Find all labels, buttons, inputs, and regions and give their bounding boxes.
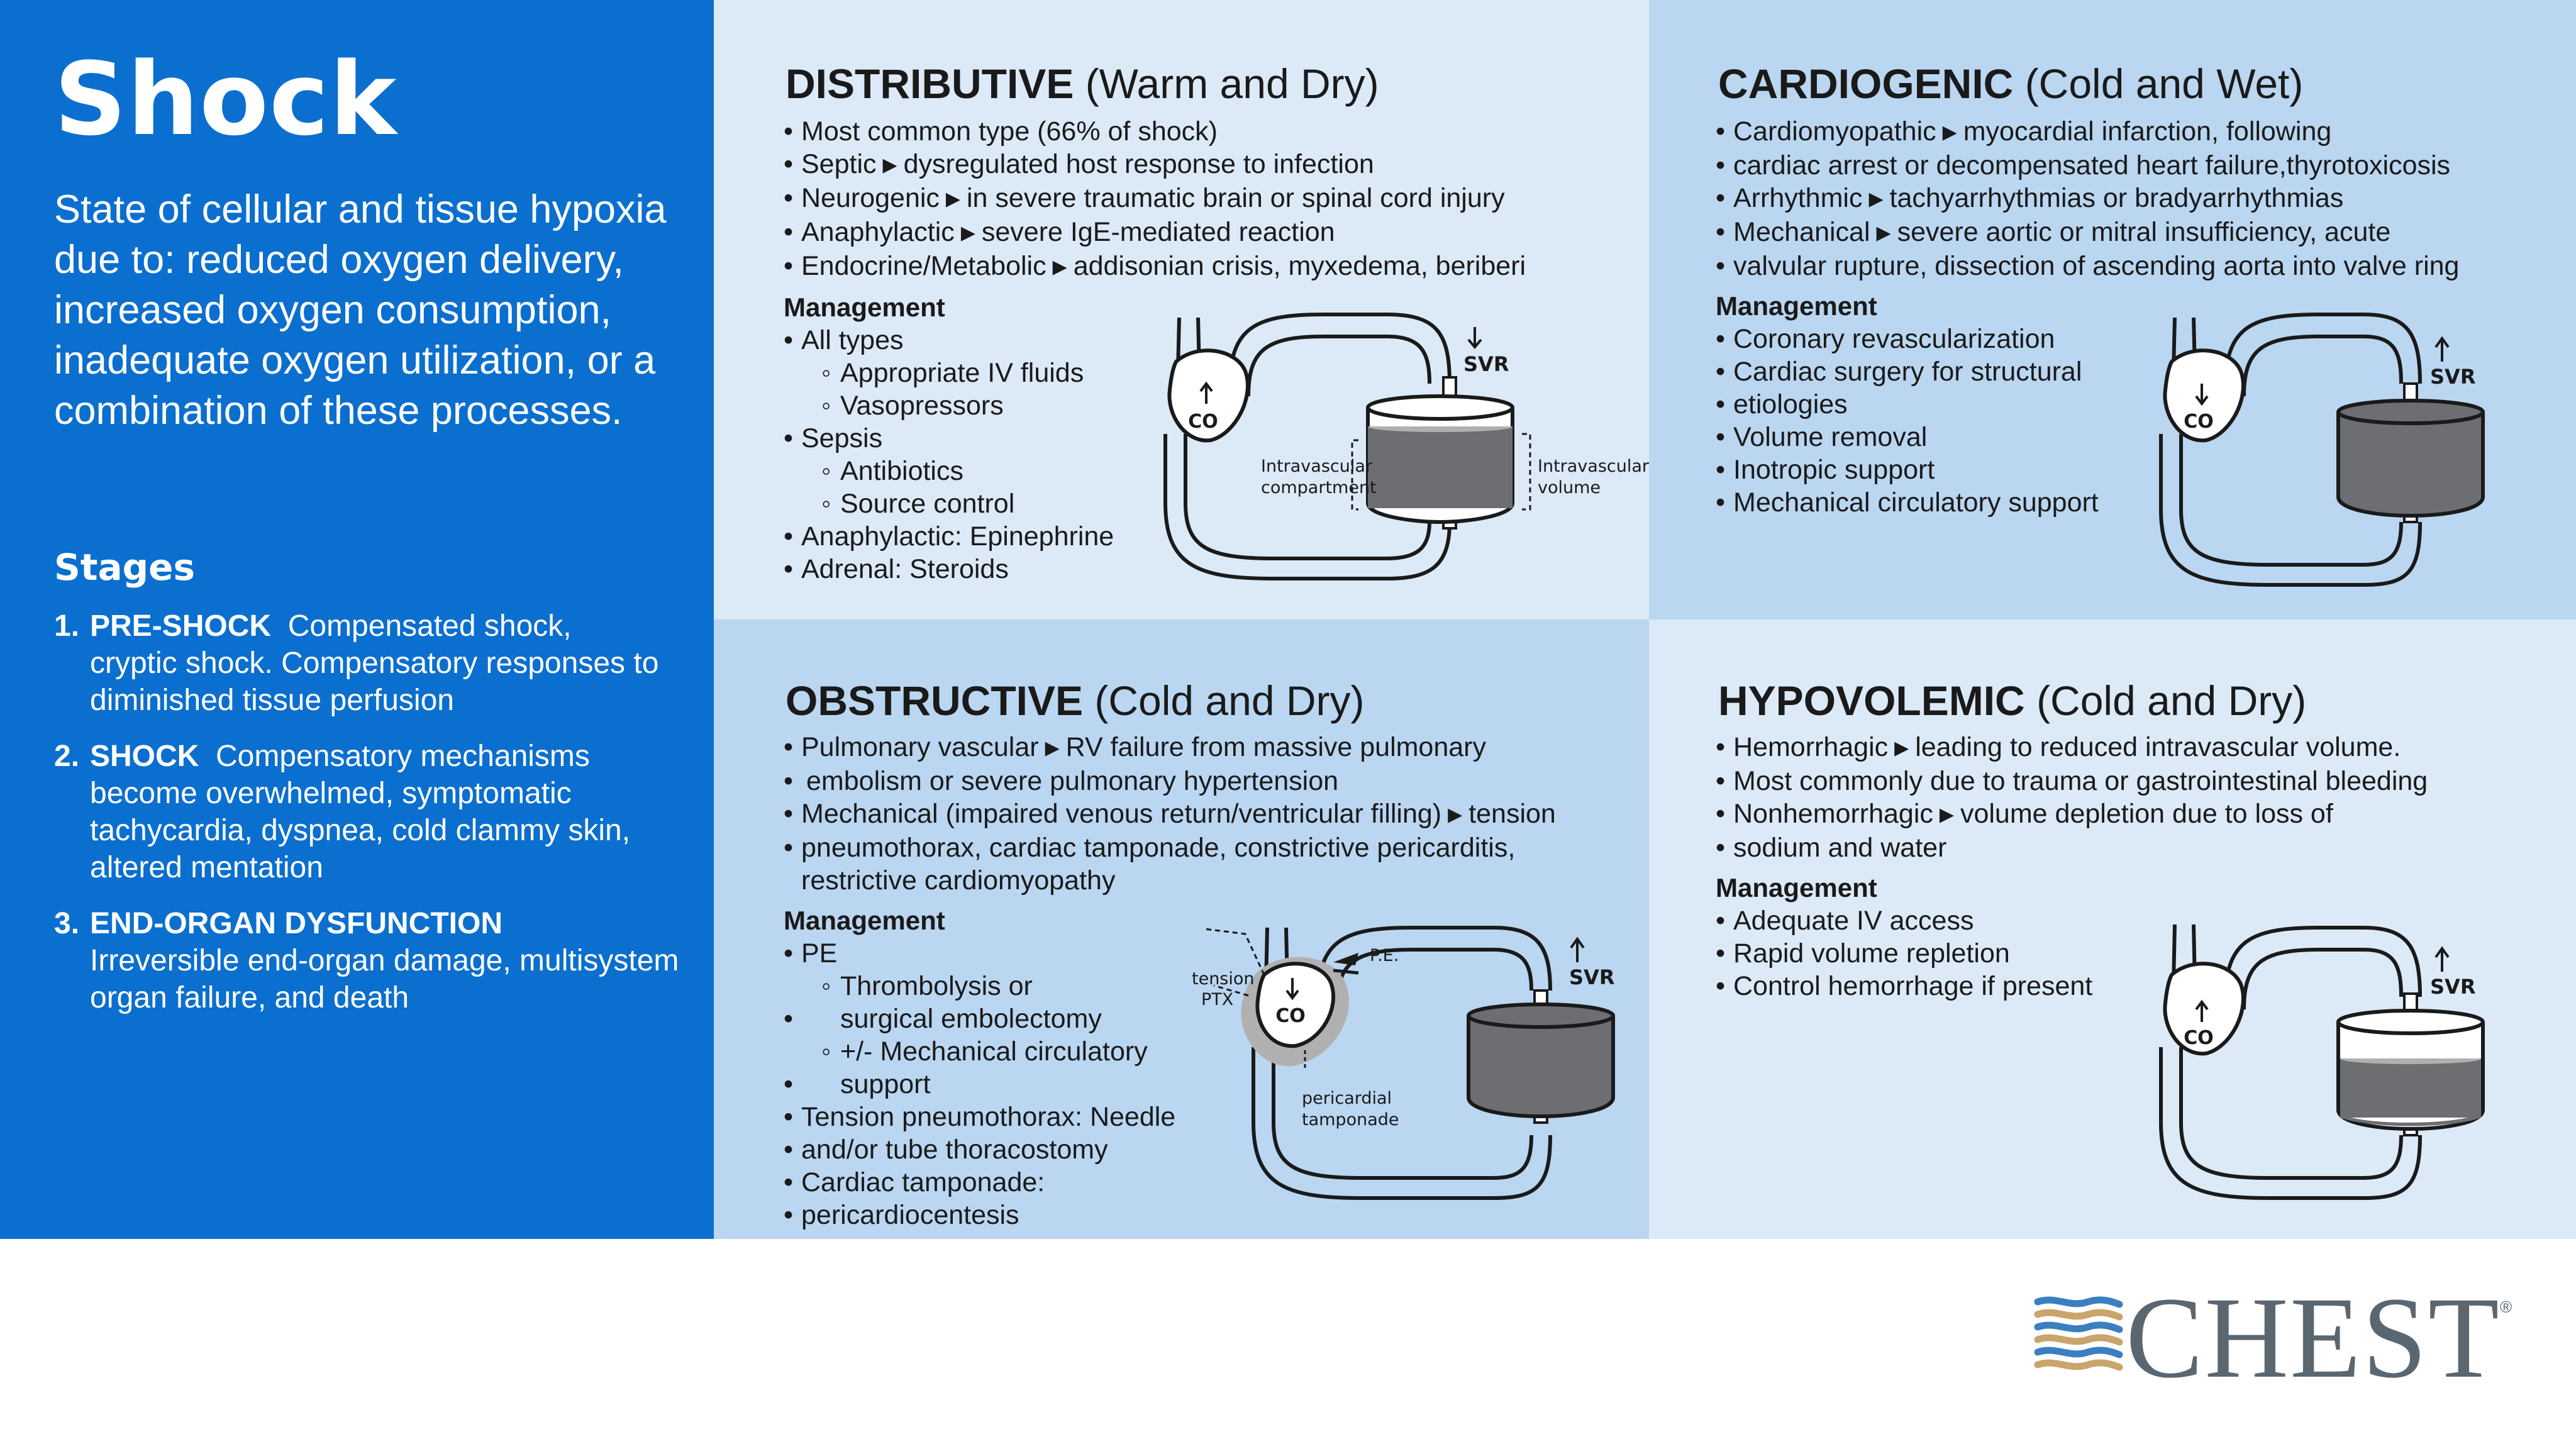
pe-label: P.E. bbox=[1370, 946, 1399, 965]
volume-fill bbox=[1468, 1016, 1613, 1116]
tamponade-label: tamponade bbox=[1302, 1110, 1399, 1130]
list-item: • All types bbox=[784, 324, 1526, 357]
list-item: • Coronary revascularization bbox=[1716, 323, 2459, 355]
volume-label: Intravascular bbox=[1538, 457, 1650, 476]
list-item-cont: • valvular rupture, dissection of ascending aorta into valve ring bbox=[1716, 250, 2459, 282]
volume-label: volume bbox=[1538, 478, 1601, 497]
stage-text: Irreversible end-organ damage, multisystem organ failure, and death bbox=[90, 944, 679, 1014]
list-item-cont: • sodium and water bbox=[1716, 831, 2428, 864]
list-item-cont: • embolism or severe pulmonary hypertension bbox=[784, 765, 1600, 797]
list-item: ◦ Source control bbox=[784, 487, 1526, 520]
management-heading: Management bbox=[1716, 873, 1877, 902]
list-item-cont: • pericardiocentesis bbox=[784, 1199, 1600, 1231]
stage-text: Compensatory mechanisms bbox=[216, 740, 590, 773]
distributive-heading: DISTRIBUTIVE (Warm and Dry) bbox=[786, 60, 1379, 107]
stage-text: become overwhelmed, symptomatic tachycardia, dyspnea, cold clammy skin, altered mentation bbox=[90, 777, 631, 884]
list-item: ◦ Thrombolysis or bbox=[784, 970, 1600, 1002]
list-item: • PE bbox=[784, 937, 1600, 970]
list-item: • Volume removal bbox=[1716, 421, 2459, 453]
list-item: • Neurogenic ▶ in severe traumatic brain or spinal cord injury bbox=[784, 182, 1526, 216]
stage-number: 1. bbox=[54, 609, 80, 643]
svr-arrow-up-icon bbox=[1571, 939, 1584, 962]
list-item: ◦ Appropriate IV fluids bbox=[784, 357, 1526, 389]
stages-list bbox=[54, 608, 689, 1035]
svr-arrow-down-icon bbox=[1468, 327, 1481, 347]
obstructive-panel bbox=[714, 619, 1649, 1239]
list-item: • Cardiac tamponade: bbox=[784, 1166, 1600, 1199]
shock-definition: State of cellular and tissue hypoxia due to: reduced oxygen delivery, increased oxygen consumption, inadequate oxygen utilization, or a combination of these processes. bbox=[54, 187, 667, 433]
stage-name: END-ORGAN DYSFUNCTION bbox=[90, 907, 502, 940]
list-item: • Anaphylactic ▶ severe IgE-mediated reaction bbox=[784, 216, 1526, 250]
list-item: ◦ +/- Mechanical circulatory bbox=[784, 1035, 1600, 1068]
compartment-label: Intravascular bbox=[1261, 457, 1373, 476]
list-item-cont: • support bbox=[784, 1068, 1600, 1101]
list-item-cont: • Most commonly due to trauma or gastrointestinal bleeding bbox=[1716, 765, 2428, 797]
stage-item bbox=[54, 608, 689, 719]
circulation-diagram bbox=[2156, 921, 2508, 1204]
chest-logo bbox=[2025, 1274, 2528, 1402]
logo-text: CHEST bbox=[2126, 1274, 2501, 1402]
stage-item bbox=[54, 738, 689, 886]
list-item: • Adrenal: Steroids bbox=[784, 553, 1526, 586]
svr-arrow-up-icon bbox=[2436, 338, 2448, 362]
svr-label: SVR bbox=[2430, 975, 2476, 999]
svr-arrow-up-icon bbox=[2436, 948, 2448, 972]
definition-panel bbox=[0, 0, 714, 1239]
obstructive-heading: OBSTRUCTIVE (Cold and Dry) bbox=[786, 677, 1365, 724]
list-item: • Mechanical circulatory support bbox=[1716, 486, 2459, 519]
page-title: Shock bbox=[54, 40, 397, 158]
list-item: • Cardiomyopathic ▶ myocardial infarction, following bbox=[1716, 115, 2459, 149]
cardiogenic-heading: CARDIOGENIC (Cold and Wet) bbox=[1718, 60, 2304, 107]
hypovolemic-panel bbox=[1649, 619, 2576, 1239]
list-item: • Endocrine/Metabolic ▶ addisonian crisis, myxedema, beriberi bbox=[784, 250, 1526, 284]
list-item: • Septic ▶ dysregulated host response to infection bbox=[784, 148, 1526, 182]
svr-label: SVR bbox=[1569, 965, 1615, 989]
list-item: • Arrhythmic ▶ tachyarrhythmias or bradyarrhythmias bbox=[1716, 182, 2459, 216]
list-item: • Anaphylactic: Epinephrine bbox=[784, 520, 1526, 553]
tamponade-label: pericardial bbox=[1302, 1089, 1392, 1108]
list-item-cont: • cardiac arrest or decompensated heart failure,thyrotoxicosis bbox=[1716, 149, 2459, 182]
stage-text: cryptic shock. Compensatory responses to diminished tissue perfusion bbox=[90, 647, 659, 717]
list-item-cont: • and/or tube thoracostomy bbox=[784, 1133, 1600, 1166]
stage-name: PRE-SHOCK bbox=[90, 609, 272, 643]
list-item: • Sepsis bbox=[784, 422, 1526, 455]
volume-fill bbox=[2340, 1058, 2481, 1118]
volume-fill bbox=[2338, 412, 2483, 516]
stages-heading: Stages bbox=[54, 546, 196, 589]
list-item-cont: • etiologies bbox=[1716, 388, 2459, 421]
ptx-label: PTX bbox=[1201, 990, 1234, 1009]
svr-label: SVR bbox=[1463, 352, 1509, 376]
list-item: ◦ Vasopressors bbox=[784, 389, 1526, 422]
stage-text: Compensated shock, bbox=[287, 609, 572, 643]
list-item: • Mechanical (impaired venous return/ventricular filling) ▶ tension bbox=[784, 797, 1600, 831]
management-heading: Management bbox=[1716, 291, 1877, 321]
circulation-diagram bbox=[1160, 314, 1650, 591]
co-label: CO bbox=[2184, 411, 2214, 433]
chest-logo-mark-icon bbox=[2031, 1296, 2126, 1377]
volume-fill bbox=[1368, 426, 1513, 508]
list-item: • Control hemorrhage if present bbox=[1716, 970, 2428, 1002]
stage-name: SHOCK bbox=[90, 740, 199, 773]
list-item: • Most common type (66% of shock) bbox=[784, 115, 1526, 148]
list-item: • Pulmonary vascular ▶ RV failure from massive pulmonary bbox=[784, 731, 1600, 765]
stage-number: 3. bbox=[54, 907, 80, 940]
list-item: • Inotropic support bbox=[1716, 453, 2459, 486]
list-item: • Rapid volume repletion bbox=[1716, 937, 2428, 970]
pe-arrow-icon bbox=[1333, 953, 1358, 965]
list-item: ◦ Antibiotics bbox=[784, 455, 1526, 487]
stage-item bbox=[54, 905, 689, 1016]
list-item: • Mechanical ▶ severe aortic or mitral insufficiency, acute bbox=[1716, 216, 2459, 250]
svr-label: SVR bbox=[2430, 365, 2476, 389]
co-label: CO bbox=[1275, 1005, 1306, 1027]
list-item: • Cardiac surgery for structural bbox=[1716, 355, 2459, 388]
co-label: CO bbox=[2184, 1027, 2214, 1049]
management-heading: Management bbox=[784, 292, 945, 322]
list-item: • Hemorrhagic ▶ leading to reduced intravascular volume. bbox=[1716, 731, 2428, 765]
compartment-label: compartment bbox=[1261, 478, 1377, 497]
circulation-diagram bbox=[2156, 308, 2508, 591]
distributive-panel bbox=[714, 0, 1649, 619]
list-item: • Tension pneumothorax: Needle bbox=[784, 1101, 1600, 1133]
circulation-diagram bbox=[1192, 915, 1645, 1204]
co-label: CO bbox=[1188, 411, 1218, 433]
management-heading: Management bbox=[784, 906, 945, 935]
ptx-label: tension bbox=[1192, 969, 1255, 989]
stage-number: 2. bbox=[54, 740, 80, 773]
list-item-cont: • pneumothorax, cardiac tamponade, constrictive pericarditis, restrictive cardiomyopathy bbox=[784, 831, 1600, 897]
list-item-cont: • surgical embolectomy bbox=[784, 1002, 1600, 1035]
list-item: • Adequate IV access bbox=[1716, 904, 2428, 937]
cardiogenic-panel bbox=[1649, 0, 2576, 619]
list-item: • Nonhemorrhagic ▶ volume depletion due to loss of bbox=[1716, 797, 2428, 831]
hypovolemic-heading: HYPOVOLEMIC (Cold and Dry) bbox=[1718, 677, 2307, 724]
logo-registered-mark: ® bbox=[2500, 1297, 2512, 1316]
